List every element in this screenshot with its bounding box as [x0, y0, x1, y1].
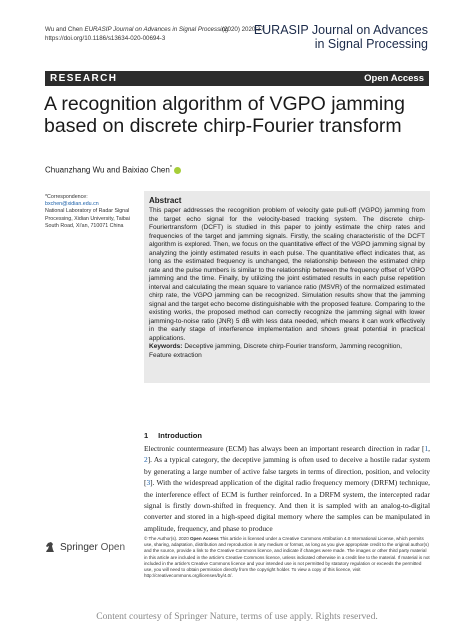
article-title: A recognition algorithm of VGPO jamming based on discrete chirp-Fourier transform: [44, 93, 405, 137]
running-header-journal: EURASIP Journal on Advances in Signal Processing: [84, 26, 229, 33]
doi-link[interactable]: https://doi.org/10.1186/s13634-020-00694-3: [45, 34, 166, 42]
publisher-name-open: Open: [97, 541, 126, 553]
publisher-name-springer: Springer: [60, 541, 98, 553]
copyright-notice: © The Author(s). 2020: [144, 536, 190, 541]
abstract-text: This paper addresses the recognition problem of velocity gate pull-off (VGPO) jamming from the target echo signal for the velocity-based tracking system. The discrete chirp-Fouriertransform (DCFT) is studied in this paper to jointly estimate the chirp rates and frequencies of the target and jamming signals. Firstly, the scaling characteristic of the DCFT algorithm is explored. Then, we focus on the quantitative effect of the VGPO jamming signal by analyzing the jointly estimated results in each pulse. The quantitative effect indicates that, as long as the estimated frequency is unchanged, the relationship between the estimated chirp rate and the pulse numbers is similar to the relationship between the frequency offset of VGPO jamming and the time. Finally, by utilizing the joint estimated results in each pulse repetition interval and calculating the mean square to variance ratio (MSVR) of the normalized estimated chirp rate, the VGPO jamming can be recognized. Simulation results show that the jamming signal and the target echo become distinguishable with the proposed feature. Comparing to the existing works, the proposed method can correctly recognize the jamming signal with lower jamming-to-noise ratio (JNR) 5 dB with less data needed, which means it can work effectively in the early stage of interference implementation and shows great potential in practical applications.: [149, 207, 425, 342]
author-names[interactable]: Chuanzhang Wu and Baixiao Chen: [45, 165, 170, 175]
paragraph-text: ,: [428, 444, 430, 453]
section-heading: [144, 431, 202, 440]
year-reference: (2020) 2020:37: [222, 26, 264, 33]
correspondence-label: *Correspondence:: [45, 194, 88, 200]
citation-link[interactable]: 2: [144, 455, 148, 465]
chess-knight-icon: [44, 541, 56, 553]
paragraph-text: ]. As a typical category, the deceptive jamming is often used to deceive a hostile radar system by generating a large number of active false targets in terms of direction, position, and velocity [: [144, 455, 430, 488]
introduction-paragraph: [144, 443, 430, 534]
correspondence-block: [45, 194, 137, 230]
affiliation: National Laboratory of Radar Signal Processing, Xidian University, Taibai South Road, Xi'an, 710071 China: [45, 208, 130, 229]
paragraph-text: Electronic countermeasure (ECM) has always been an important research direction in radar [: [144, 444, 425, 453]
journal-title-line2: in Signal Processing: [314, 36, 428, 51]
running-header: [45, 26, 228, 43]
section-number: 1: [144, 431, 149, 440]
correspondence-email[interactable]: bxchen@xidian.edu.cn: [45, 201, 99, 208]
abstract-heading: Abstract: [149, 196, 182, 205]
citation-link[interactable]: 1: [424, 444, 429, 453]
orcid-icon[interactable]: [174, 167, 181, 174]
keywords: [149, 343, 425, 360]
courtesy-footer: Content courtesy of Springer Nature, terms of use apply. Rights reserved.: [96, 611, 378, 622]
license-text: [144, 536, 430, 579]
citation-link[interactable]: 3: [146, 478, 151, 488]
open-access-bold: Open Access: [189, 536, 219, 541]
paragraph-text: ]. With the widespread application of the digital radio frequency memory (DRFM) technique, the interference effect of ECM is further reinforced. In a DRFM system, the intercepted radar signal is firstly down-shifted in frequency. And then it is sampled with an analog-to-digital converter and stored in a high-speed digital memory where the samples can be manipulated in amplitude, frequency, and phase to produce: [144, 478, 430, 533]
author-list: [45, 165, 181, 175]
license-body: This article is licensed under a Creative Commons Attribution 4.0 International License, which permits use, sharing, adaptation, distribution and reproduction in any medium or format, as long as you give appropriate credit to the original author(s) and the source, provide a link to the Creative Commons licence, and indicate if changes were made. The images or other third party material in this article are included in the article's Creative Commons licence, unless indicated otherwise in a credit line to the material. If material is not included in the article's Creative Commons licence and your intended use is not permitted by statutory regulation or exceeds the permitted use, you will need to obtain permission directly from the copyright holder. To view a copy of this licence, visit http://creativecommons.org/licenses/by/4.0/.: [144, 536, 430, 579]
running-header-authors: Wu and Chen: [45, 26, 85, 33]
springer-open-logo[interactable]: [44, 540, 125, 554]
open-access-label: Open Access: [364, 73, 424, 84]
publisher-name: [60, 542, 125, 553]
journal-title-line1: EURASIP Journal on Advances: [253, 23, 428, 37]
corresponding-mark: *: [169, 165, 172, 171]
section-title: Introduction: [158, 431, 202, 440]
keywords-label: Keywords:: [149, 343, 183, 350]
keywords-list: Deceptive jamming, Discrete chirp-Fourier transform, Jamming recognition, Feature extraction: [149, 343, 402, 359]
running-header-citation: [45, 26, 228, 35]
article-category: RESEARCH: [50, 73, 118, 84]
journal-title: [254, 24, 428, 51]
